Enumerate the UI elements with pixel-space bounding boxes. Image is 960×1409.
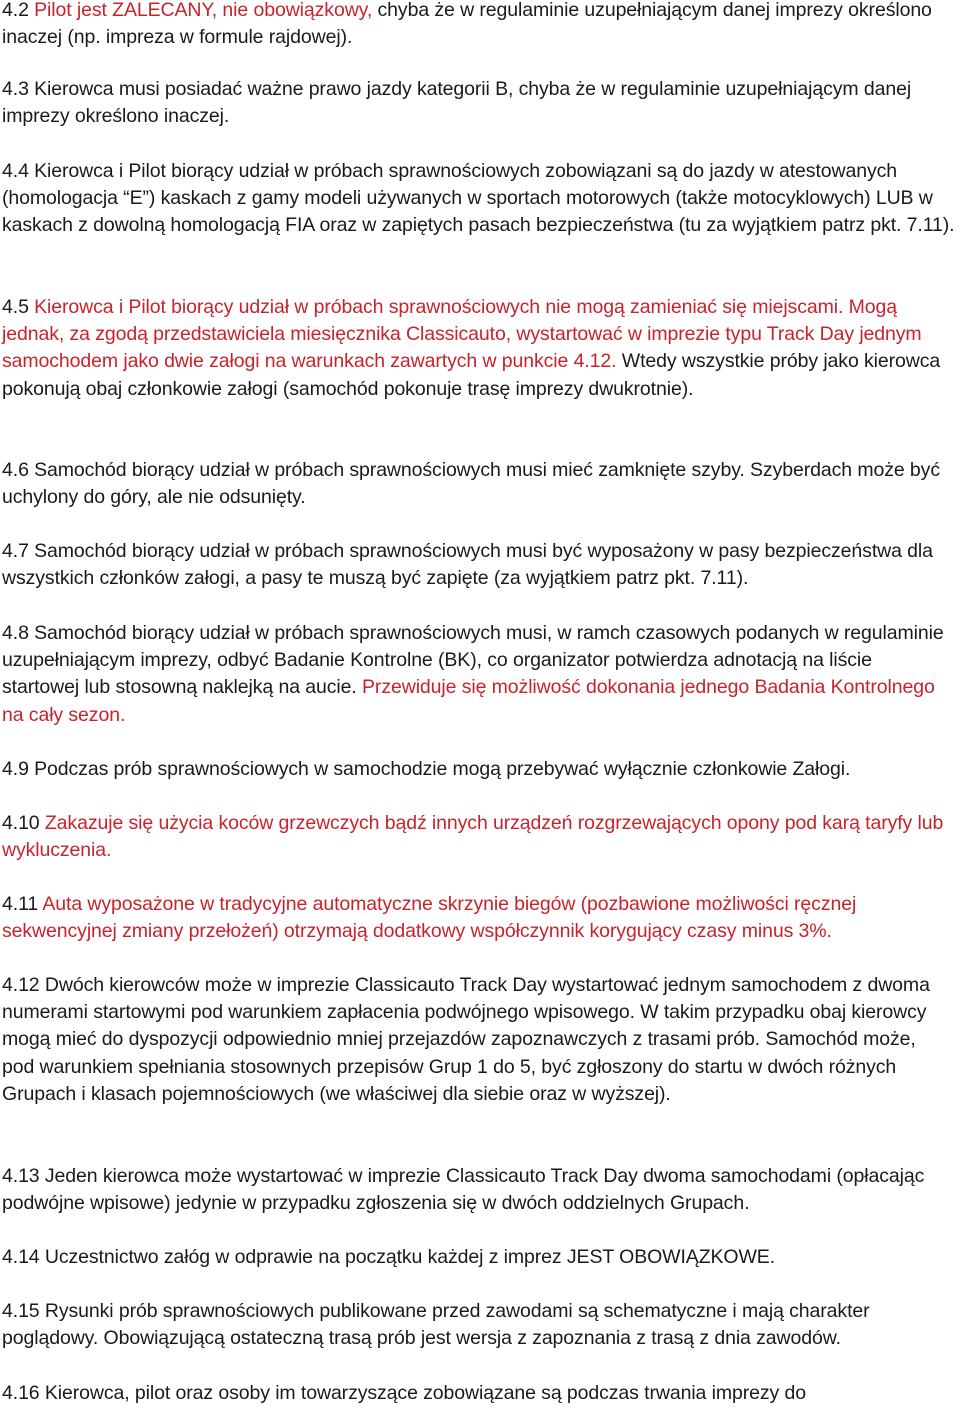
- paragraph-4-11: [2, 891, 952, 945]
- highlighted-text: Auta wyposażone w tradycyjne automatyczne skrzynie biegów (pozbawione możliwości ręcznej sekwencyjnej zmiany przełożeń) otrzymają dodatkowy współczynnik korygujący czasy minus 3%.: [2, 893, 857, 943]
- paragraph-number: 4.5: [2, 296, 35, 318]
- paragraph-4-6: 4.6 Samochód biorący udział w próbach sprawnościowych musi mieć zamknięte szyby. Szyberdach może być uchylony do góry, ale nie odsunięty.: [2, 459, 940, 509]
- paragraph-4-3: 4.3 Kierowca musi posiadać ważne prawo jazdy kategorii B, chyba że w regulaminie uzupełniającym danej imprezy określono inaczej.: [2, 78, 912, 128]
- paragraph-4-5: [2, 294, 952, 403]
- highlighted-text: Zakazuje się użycia koców grzewczych bądź innych urządzeń rozgrzewających opony pod karą taryfy lub wykluczenia.: [2, 812, 944, 862]
- paragraph-4-15: 4.15 Rysunki prób sprawnościowych publikowane przed zawodami są schematyczne i mają charakter poglądowy. Obowiązującą ostateczną trasą prób jest wersja z zapoznania z trasą z dnia zawodów.: [2, 1300, 870, 1350]
- paragraph-text: Wtedy wszystkie próby jako kierowca pokonują obaj członkowie załogi (samochód pokonuje trasę imprezy dwukrotnie).: [2, 350, 941, 400]
- paragraph-4-2: [2, 0, 952, 51]
- paragraph-4-16: 4.16 Kierowca, pilot oraz osoby im towarzyszące zobowiązane są podczas trwania imprezy do: [2, 1382, 806, 1404]
- paragraph-4-4: 4.4 Kierowca i Pilot biorący udział w próbach sprawnościowych zobowiązani są do jazdy w atestowanych (homologacja “E”) kaskach z gamy modeli używanych w sportach motorowych (także motocyklowych) LUB w kaskach z dowolną homologacją FIA oraz w zapiętych pasach bezpieczeństwa (tu za wyjątkiem patrz pkt. 7.11).: [2, 160, 955, 237]
- paragraph-number: 4.2: [2, 0, 35, 21]
- paragraph-text: chyba że w regulaminie uzupełniającym danej imprezy określono inaczej (np. impreza w formule rajdowej).: [2, 0, 932, 49]
- paragraph-4-12: 4.12 Dwóch kierowców może w imprezie Classicauto Track Day wystartować jednym samochodem z dwoma numerami startowymi pod warunkiem zapłacenia podwójnego wpisowego. W takim przypadku obaj kierowcy mogą mieć do dyspozycji odpowiednio mniej przejazdów zapoznawczych z trasami prób. Samochód może, pod warunkiem spełniania stosownych przepisów Grup 1 do 5, być zgłoszony do startu w dwóch różnych Grupach i klasach pojemnościowych (we właściwej dla siebie oraz w wyższej).: [2, 974, 930, 1105]
- highlighted-text: Przewiduje się możliwość dokonania jednego Badania Kontrolnego na cały sezon.: [2, 676, 935, 726]
- paragraph-4-13: 4.13 Jeden kierowca może wystartować w imprezie Classicauto Track Day dwoma samochodami (opłacając podwójne wpisowe) jedynie w przypadku zgłoszenia się w dwóch oddzielnych Grupach.: [2, 1165, 925, 1215]
- paragraph-text: 4.8 Samochód biorący udział w próbach sprawnościowych musi, w ramch czasowych podanych w regulaminie uzupełniającym imprezy, odbyć Badanie Kontrolne (BK), co organizator potwierdza adnotacją na liście startowej lub stosowną naklejką na aucie.: [2, 622, 944, 699]
- paragraph-4-7: 4.7 Samochód biorący udział w próbach sprawnościowych musi być wyposażony w pasy bezpieczeństwa dla wszystkich członków załogi, a pasy te muszą być zapięte (za wyjątkiem patrz pkt. 7.11).: [2, 540, 933, 590]
- highlighted-text: Kierowca i Pilot biorący udział w próbach sprawnościowych nie mogą zamieniać się miejscami. Mogą jednak, za zgodą przedstawiciela miesięcznika Classicauto, wystartować w imprezie typu Track Day jednym samochodem jako dwie załogi na warunkach zawartych w punkcie 4.12.: [2, 296, 922, 373]
- paragraph-4-10: [2, 810, 952, 864]
- highlighted-text: Pilot jest ZALECANY, nie obowiązkowy,: [34, 0, 373, 21]
- paragraph-number: 4.10: [2, 812, 45, 834]
- paragraph-4-14: 4.14 Uczestnictwo załóg w odprawie na początku każdej z imprez JEST OBOWIĄZKOWE.: [2, 1246, 776, 1268]
- paragraph-4-8: [2, 620, 952, 729]
- paragraph-4-9: 4.9 Podczas prób sprawnościowych w samochodzie mogą przebywać wyłącznie członkowie Załogi.: [2, 758, 851, 780]
- paragraph-number: 4.11: [2, 893, 43, 915]
